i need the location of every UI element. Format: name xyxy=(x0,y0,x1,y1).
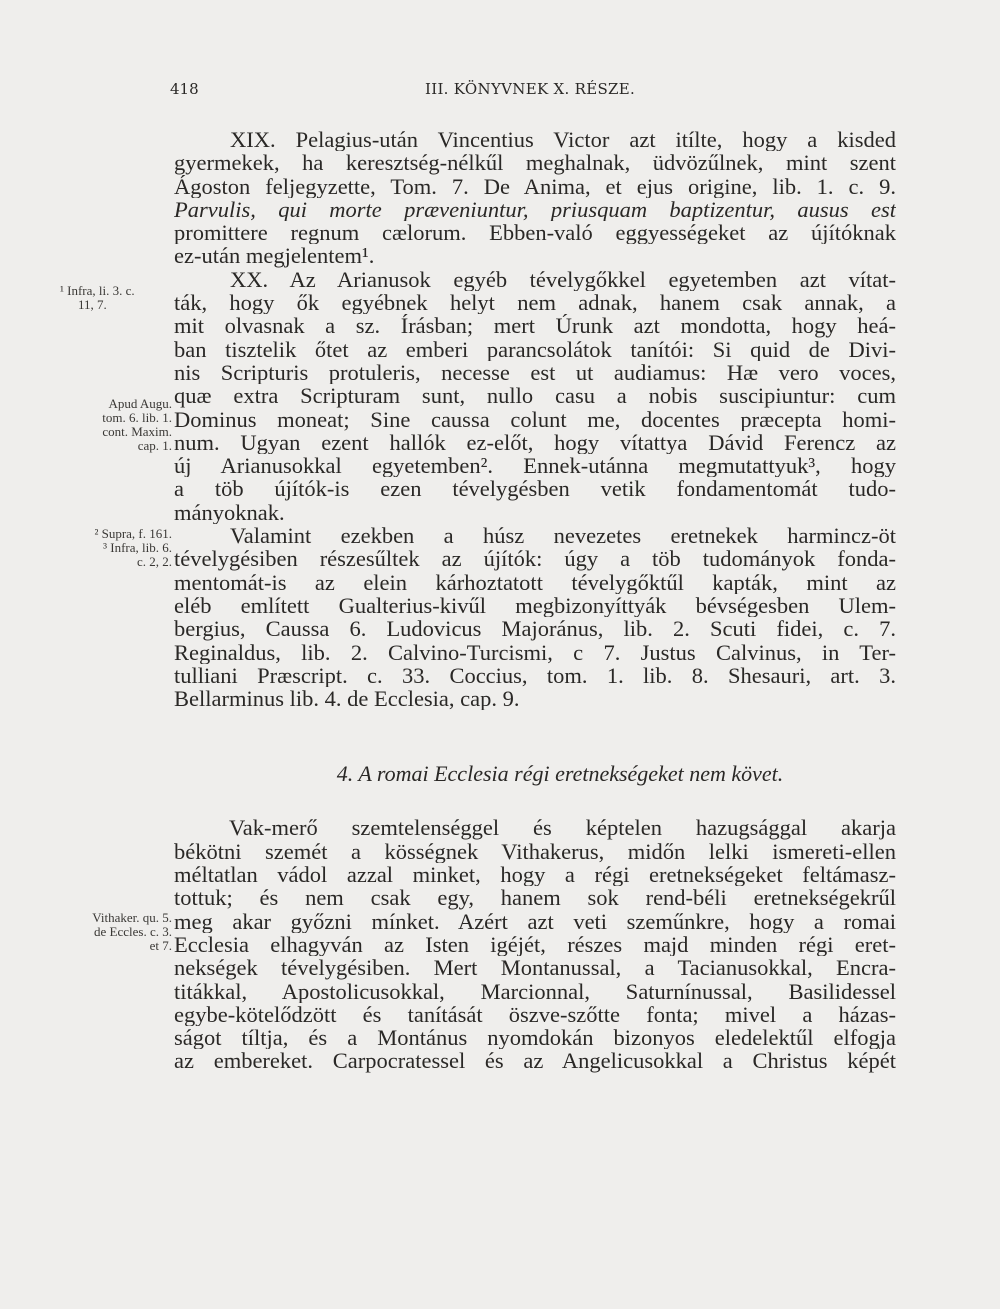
page-number: 418 xyxy=(170,80,199,98)
text-line: titákkal, Apostolicusokkal, Marcionnal, Saturnínussal, Basilidessel xyxy=(174,979,896,1003)
text-line: egybe-kötelődzött és tanítását öszve-szőtte fonta; mivel a házas- xyxy=(174,1002,896,1027)
text-line: Dominus moneat; Sine caussa colunt me, docentes præcepta homi- xyxy=(174,407,896,431)
text-line: nekségek tévelygésiben. Mert Montanussal, a Tacianusokkal, Encra- xyxy=(174,956,896,980)
text-line: új Arianusokkal egyetemben². Ennek-utánna megmutattyuk³, hogy xyxy=(174,454,896,478)
text-line: tulliani Præscript. c. 33. Coccius, tom. 1. lib. 8. Shesauri, art. 3. xyxy=(174,663,896,688)
margin-note-line: cont. Maxim. xyxy=(102,424,172,439)
margin-note-vithaker xyxy=(60,911,172,953)
margin-note-line: 11, 7. xyxy=(78,297,107,312)
text-line: ták, hogy ők egyébnek helyt nem adnak, hanem csak annak, a xyxy=(174,291,896,315)
text-line: Bellarminus lib. 4. de Ecclesia, cap. 9. xyxy=(174,687,520,711)
spacer xyxy=(174,710,896,762)
text-line: XIX. Pelagius-után Vincentius Victor azt itílte, hogy a kisded xyxy=(230,128,896,152)
paragraph-vak-mero xyxy=(174,816,896,1072)
margin-note-infra xyxy=(60,284,172,312)
margin-note-line: et 7. xyxy=(149,938,172,953)
text-line: tévelygésiben részesűltek az újítók: úgy a töb tudományok fonda- xyxy=(174,547,896,571)
text-line: békötni szemét a kösségnek Vithakerus, midőn lelki ismereti-ellen xyxy=(174,839,896,864)
spacer xyxy=(174,786,896,816)
text-line: Ágoston feljegyzette, Tom. 7. De Anima, et ejus origine, lib. 1. c. 9. xyxy=(174,174,896,198)
text-line: méltatlan vádol azzal minket, hogy a régi eretnekségeket feltámasz- xyxy=(174,863,896,887)
paragraph-valamint xyxy=(174,524,896,710)
text-line: gyermekek, ha keresztség-nélkűl meghalnak, üdvözűlnek, mint szent xyxy=(174,151,896,175)
margin-note-line: Vithaker. qu. 5. xyxy=(92,910,172,925)
running-header xyxy=(170,80,890,104)
section-heading: 4. A romai Ecclesia régi eretnekségeket nem követ. xyxy=(336,761,784,787)
text-line: a töb újítók-is ezen tévelygésben vetik fondamentomát tudo- xyxy=(174,477,896,501)
running-title: III. KÖNYVNEK X. RÉSZE. xyxy=(425,80,636,98)
text-line: ságot tíltja, és a Montánus nyomdokán bizonyos eledelektűl elfogja xyxy=(174,1026,896,1050)
margin-note-line: ¹ Infra, li. 3. c. xyxy=(60,283,135,298)
text-line: Valamint ezekben a húsz nevezetes eretnekek harmincz-öt xyxy=(230,524,896,548)
text-line: mentomát-is az elein kárhoztatott tévelygőktűl kapták, mint az xyxy=(174,570,896,594)
text-line: Ecclesia elhagyván az Isten igéjét, részes majd minden régi eret- xyxy=(174,932,896,957)
text-line: bergius, Caussa 6. Ludovicus Majoránus, lib. 2. Scuti fidei, c. 7. xyxy=(174,617,896,641)
text-line: Parvulis, qui morte præveniuntur, priusquam baptizentur, ausus est xyxy=(174,197,896,222)
margin-note-line: c. 2, 2. xyxy=(136,554,172,569)
text-line: meg akar győzni mínket. Azért azt veti szeműnkre, hogy a romai xyxy=(174,909,896,933)
margin-note-line: tom. 6. lib. 1. xyxy=(102,410,172,425)
margin-note-line: Apud Augu. xyxy=(108,396,172,411)
text-line: XX. Az Arianusok egyéb tévelygőkkel egyetemben azt vítat- xyxy=(230,267,896,292)
text-line: Vak-merő szemtelenséggel és képtelen hazugsággal akarja xyxy=(229,816,896,840)
margin-note-apud xyxy=(60,397,172,453)
text-line: mit olvasnak a sz. Írásban; mert Úrunk azt mondotta, hogy heá- xyxy=(174,314,896,338)
paragraph-xix xyxy=(174,128,896,268)
text-line: mányoknak. xyxy=(174,500,285,525)
text-line: az embereket. Carpocratessel és az Angelicusokkal a Christus képét xyxy=(174,1049,896,1073)
text-line: num. Ugyan ezent hallók ez-előt, hogy vítattya Dávid Ferencz az xyxy=(174,430,896,455)
margin-note-line: ² Supra, f. 161. xyxy=(94,526,172,541)
page-body xyxy=(174,128,896,1073)
text-line: Reginaldus, lib. 2. Calvino-Turcismi, c 7. Justus Calvinus, in Ter- xyxy=(174,640,896,664)
text-line: ez-után megjelentem¹. xyxy=(174,244,375,268)
paragraph-xx xyxy=(174,268,896,524)
text-line: eléb említett Gualterius-kivűl megbizonyíttyák bévségesben Ulem- xyxy=(174,593,896,618)
text-line: promittere regnum cælorum. Ebben-való eggyességeket az újítóknak xyxy=(174,221,896,245)
text-line: ban tisztelik őtet az emberi parancsolátok tanítói: Si quid de Divi- xyxy=(174,337,896,361)
text-line: tottuk; és nem csak egy, hanem sok rend-béli eretnekségekrűl xyxy=(174,886,896,910)
text-line: nis Scripturis protuleris, necesse est ut audiamus: Hæ vero voces, xyxy=(174,360,896,385)
margin-note-line: de Eccles. c. 3. xyxy=(94,924,172,939)
margin-note-supra xyxy=(60,527,172,569)
margin-note-line: cap. 1. xyxy=(137,438,172,453)
text-line: quæ extra Scripturam sunt, nullo casu a nobis suscipiuntur: cum xyxy=(174,384,896,408)
margin-note-line: ³ Infra, lib. 6. xyxy=(103,540,172,555)
